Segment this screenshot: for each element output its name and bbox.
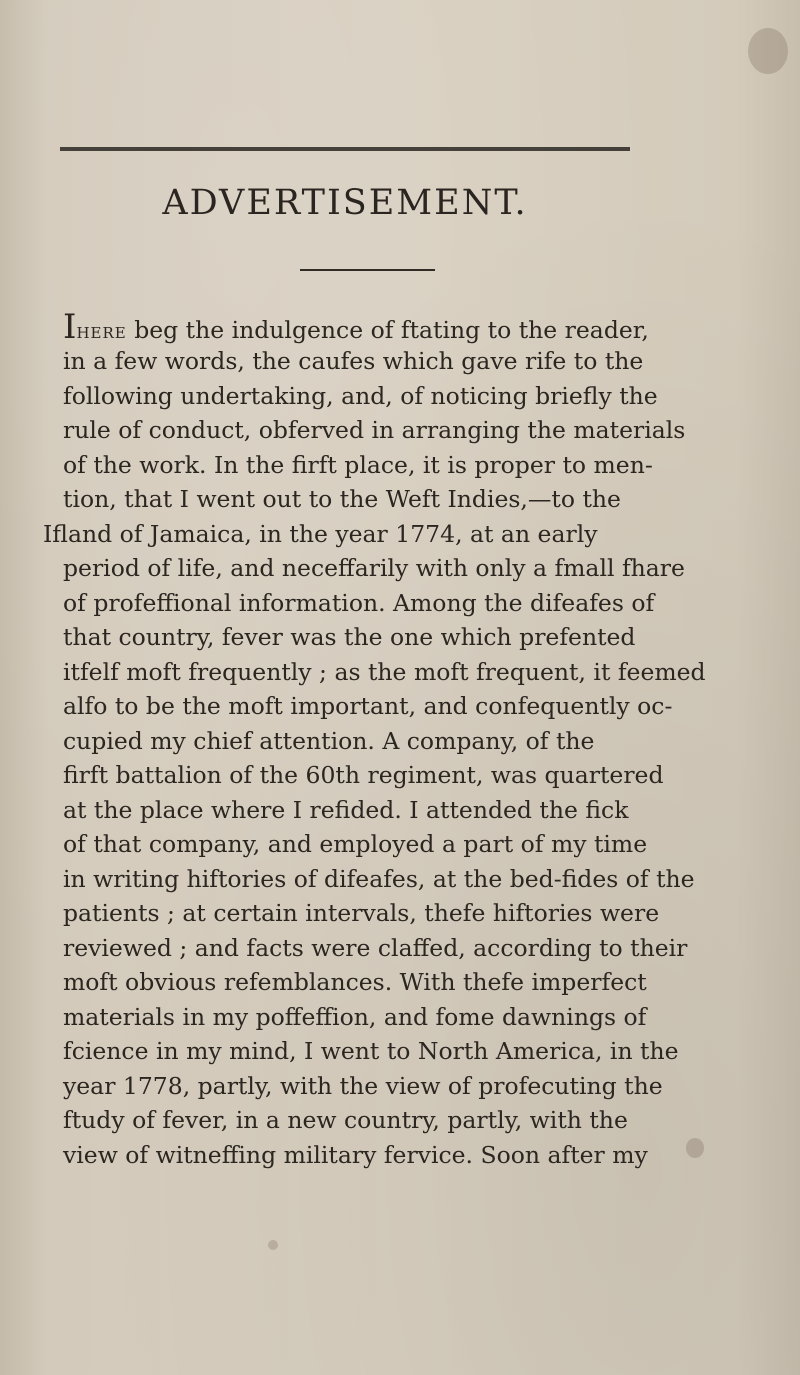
paper-stain — [268, 1240, 278, 1250]
text-line: in a few words, the caufes which gave rife to the — [63, 347, 644, 375]
text-line: of profeffional information. Among the difeafes of — [63, 589, 655, 617]
text-line — [63, 307, 649, 348]
text-line: reviewed ; and facts were claffed, according to their — [63, 934, 688, 962]
page-heading: ADVERTISEMENT. — [162, 183, 528, 223]
text-line: cupied my chief attention. A company, of the — [63, 727, 595, 755]
text-line: alfo to be the moft important, and confequently oc- — [63, 692, 673, 720]
paper-stain — [748, 28, 788, 74]
text-line: at the place where I refided. I attended the fick — [63, 796, 629, 824]
text-line: year 1778, partly, with the view of profecuting the — [63, 1072, 663, 1100]
text-line: in writing hiftories of difeafes, at the bed-fides of the — [63, 865, 695, 893]
text-line: tion, that I went out to the Weft Indies,—to the — [63, 485, 621, 513]
text-line: that country, fever was the one which prefented — [63, 623, 636, 651]
text-line: Ifland of Jamaica, in the year 1774, at an early — [43, 520, 598, 548]
paper-stain — [686, 1138, 704, 1158]
text-line: itfelf moft frequently ; as the moft frequent, it feemed — [63, 658, 706, 686]
text-line: rule of conduct, obferved in arranging the materials — [63, 416, 686, 444]
text-line: firft battalion of the 60th regiment, was quartered — [63, 761, 664, 789]
text-line: following undertaking, and, of noticing briefly the — [63, 382, 658, 410]
text-line: moft obvious refemblances. With thefe imperfect — [63, 968, 647, 996]
text-line: materials in my poffeffion, and fome dawnings of — [63, 1003, 647, 1031]
text-line: period of life, and neceffarily with only a fmall fhare — [63, 554, 685, 582]
small-caps-word: HERE — [76, 324, 127, 342]
text-line: of that company, and employed a part of my time — [63, 830, 648, 858]
text-line: fcience in my mind, I went to North America, in the — [63, 1037, 679, 1065]
text-line: view of witneffing military fervice. Soon after my — [63, 1141, 648, 1169]
text-line: patients ; at certain intervals, thefe hiftories were — [63, 899, 660, 927]
text-line: ftudy of fever, in a new country, partly, with the — [63, 1106, 628, 1134]
drop-cap: I — [63, 307, 77, 347]
line-text: beg the indulgence of ftating to the reader, — [126, 316, 649, 344]
heading-rule — [300, 269, 435, 271]
text-line: of the work. In the firft place, it is proper to men- — [63, 451, 653, 479]
top-rule — [60, 147, 630, 151]
